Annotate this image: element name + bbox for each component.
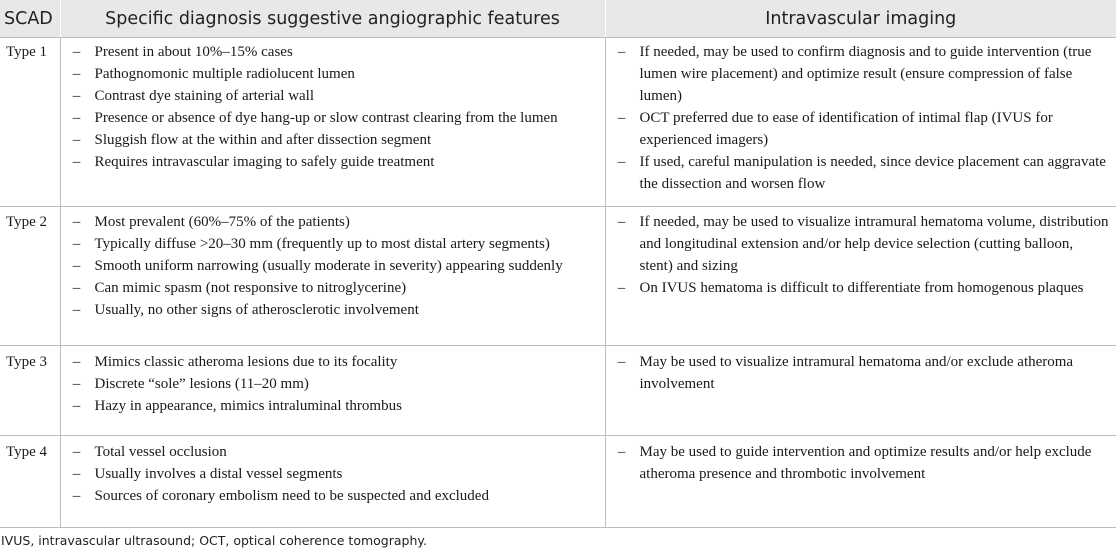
list-item-text: Presence or absence of dye hang-up or slow contrast clearing from the lumen [94, 110, 558, 126]
angiographic-list [61, 351, 605, 417]
dash-marker: – [617, 154, 626, 170]
list-item [606, 151, 1111, 195]
imaging-cell [605, 436, 1116, 528]
table-header [0, 0, 1116, 38]
dash-marker: – [617, 44, 626, 60]
table-row [0, 436, 1116, 528]
list-item-text: Smooth uniform narrowing (usually moderate in severity) appearing suddenly [94, 258, 563, 274]
list-item-text: May be used to visualize intramural hematoma and/or exclude atheroma involvement [639, 354, 1074, 392]
imaging-list [606, 211, 1116, 299]
list-item-text: Requires intravascular imaging to safely guide treatment [94, 154, 435, 170]
list-item [61, 351, 599, 373]
list-item [606, 277, 1111, 299]
list-item [61, 373, 599, 395]
list-item-text: Typically diffuse >20–30 mm (frequently up to most distal artery segments) [94, 236, 550, 252]
list-item [61, 129, 599, 151]
dash-marker: – [72, 154, 81, 170]
dash-marker: – [72, 214, 81, 230]
list-item-text: Hazy in appearance, mimics intraluminal thrombus [94, 398, 402, 414]
list-item-text: If needed, may be used to visualize intramural hematoma volume, distribution and longitudinal extension and/or help device selection (cutting balloon, stent) and sizing [639, 214, 1109, 274]
dash-marker: – [617, 444, 626, 460]
angiographic-list [61, 41, 605, 173]
list-item-text: Usually involves a distal vessel segments [94, 466, 343, 482]
list-item-text: Usually, no other signs of atherosclerotic involvement [94, 302, 419, 318]
table-footnote: IVUS, intravascular ultrasound; OCT, optical coherence tomography. [1, 533, 427, 548]
list-item-text: Pathognomonic multiple radiolucent lumen [94, 66, 355, 82]
list-item [61, 211, 599, 233]
list-item [606, 107, 1111, 151]
list-item [61, 63, 599, 85]
dash-marker: – [72, 110, 81, 126]
dash-marker: – [72, 280, 81, 296]
scad-type-cell: Type 1 [0, 38, 60, 207]
imaging-cell [605, 346, 1116, 436]
list-item [61, 233, 599, 255]
table-row [0, 346, 1116, 436]
dash-marker: – [72, 132, 81, 148]
list-item [61, 441, 599, 463]
dash-marker: – [617, 110, 626, 126]
imaging-list [606, 441, 1116, 485]
list-item-text: Contrast dye staining of arterial wall [94, 88, 315, 104]
dash-marker: – [72, 44, 81, 60]
list-item-text: Most prevalent (60%–75% of the patients) [94, 214, 350, 230]
dash-marker: – [72, 88, 81, 104]
scad-type-cell: Type 3 [0, 346, 60, 436]
table-row [0, 207, 1116, 346]
list-item [606, 351, 1111, 395]
angiographic-list [61, 441, 605, 507]
list-item [61, 277, 599, 299]
imaging-cell [605, 207, 1116, 346]
list-item-text: If used, careful manipulation is needed, since device placement can aggravate the dissection and worsen flow [639, 154, 1106, 192]
imaging-list [606, 41, 1116, 195]
angiographic-cell [60, 207, 605, 346]
scad-type-cell: Type 4 [0, 436, 60, 528]
list-item [61, 485, 599, 507]
angiographic-cell [60, 436, 605, 528]
dash-marker: – [72, 354, 81, 370]
angiographic-list [61, 211, 605, 321]
list-item [61, 41, 599, 63]
list-item-text: Total vessel occlusion [94, 444, 227, 460]
dash-marker: – [72, 398, 81, 414]
list-item-text: OCT preferred due to ease of identification of intimal flap (IVUS for experienced imagers) [639, 110, 1053, 148]
header-intravascular-imaging: Intravascular imaging [605, 0, 1116, 38]
dash-marker: – [617, 214, 626, 230]
list-item [61, 85, 599, 107]
list-item [61, 151, 599, 173]
dash-marker: – [72, 258, 81, 274]
list-item-text: Can mimic spasm (not responsive to nitroglycerine) [94, 280, 407, 296]
list-item-text: Sources of coronary embolism need to be suspected and excluded [94, 488, 489, 504]
dash-marker: – [617, 354, 626, 370]
dash-marker: – [72, 236, 81, 252]
dash-marker: – [617, 280, 626, 296]
dash-marker: – [72, 444, 81, 460]
dash-marker: – [72, 66, 81, 82]
angiographic-cell [60, 38, 605, 207]
header-angiographic-features: Specific diagnosis suggestive angiographic features [60, 0, 605, 38]
dash-marker: – [72, 466, 81, 482]
list-item [61, 255, 599, 277]
list-item [606, 41, 1111, 107]
list-item [61, 463, 599, 485]
table-body [0, 38, 1116, 528]
imaging-list [606, 351, 1116, 395]
dash-marker: – [72, 376, 81, 392]
dash-marker: – [72, 488, 81, 504]
dash-marker: – [72, 302, 81, 318]
angiographic-cell [60, 346, 605, 436]
list-item-text: On IVUS hematoma is difficult to differentiate from homogenous plaques [639, 280, 1084, 296]
list-item-text: May be used to guide intervention and optimize results and/or help exclude atheroma presence and thrombotic involvement [639, 444, 1092, 482]
table-row [0, 38, 1116, 207]
list-item-text: Mimics classic atheroma lesions due to its focality [94, 354, 398, 370]
scad-type-cell: Type 2 [0, 207, 60, 346]
list-item [606, 211, 1111, 277]
list-item-text: If needed, may be used to confirm diagnosis and to guide intervention (true lumen wire placement) and optimize result (ensure compression of false lumen) [639, 44, 1092, 104]
header-scad: SCAD [0, 0, 60, 38]
list-item-text: Sluggish flow at the within and after dissection segment [94, 132, 432, 148]
imaging-cell [605, 38, 1116, 207]
list-item-text: Present in about 10%–15% cases [94, 44, 293, 60]
list-item [61, 395, 599, 417]
list-item-text: Discrete “sole” lesions (11–20 mm) [94, 376, 309, 392]
list-item [606, 441, 1111, 485]
list-item [61, 107, 599, 129]
list-item [61, 299, 599, 321]
